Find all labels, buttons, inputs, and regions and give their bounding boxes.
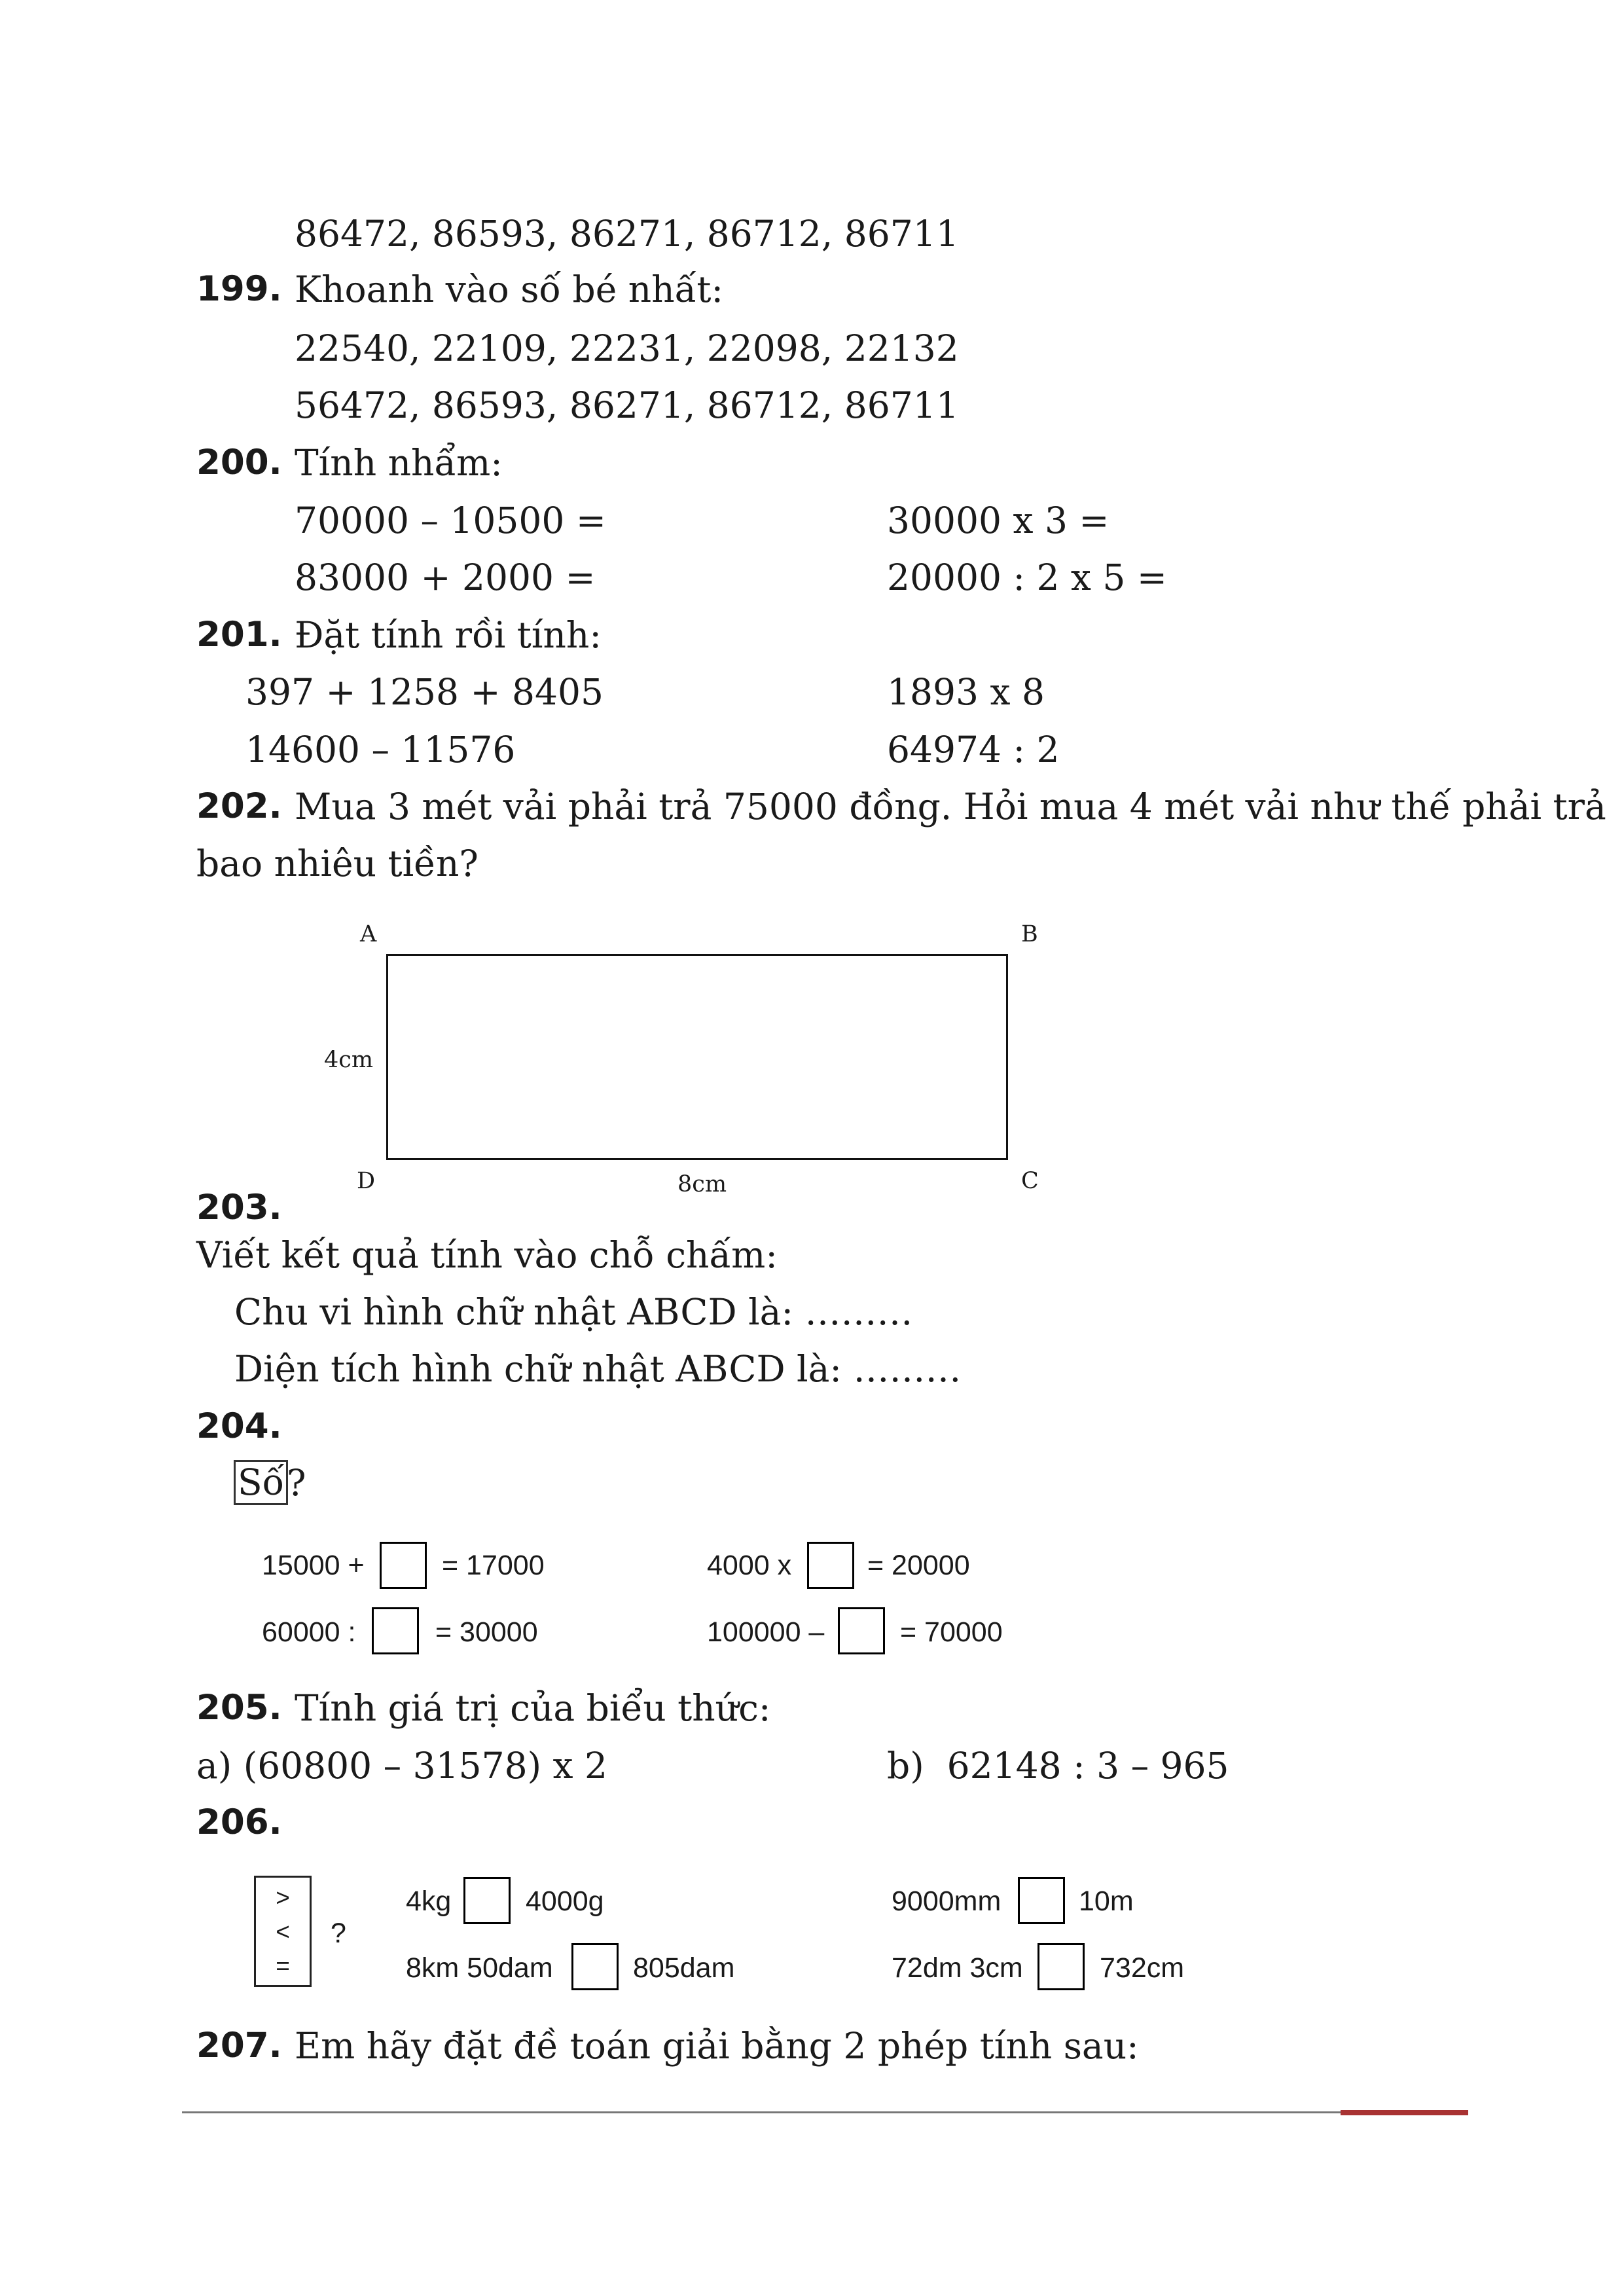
p206-question: ?	[331, 1918, 346, 1949]
so-question: ?	[287, 1462, 306, 1504]
label-side: 4cm	[324, 1047, 374, 1073]
p206-c3-left: 8km 50dam	[406, 1952, 553, 1984]
so-label: Số	[234, 1460, 288, 1505]
label-base: 8cm	[677, 1171, 727, 1197]
p200-expr-d: 20000 : 2 x 5 =	[887, 556, 1167, 598]
p199-number: 199.	[196, 269, 282, 309]
comparison-box[interactable]	[1038, 1943, 1085, 1990]
p199-numbers-1: 22540, 22109, 22231, 22098, 22132	[295, 327, 959, 369]
p203-number: 203.	[196, 1188, 282, 1228]
footer-accent-bar	[1341, 2110, 1468, 2115]
label-c: C	[1021, 1168, 1039, 1194]
equals-sign: =	[276, 1952, 290, 1979]
comparison-box[interactable]	[571, 1943, 619, 1990]
p206-c4-left: 72dm 3cm	[892, 1952, 1023, 1984]
answer-box[interactable]	[807, 1542, 854, 1589]
p207-title: Em hãy đặt đề toán giải bằng 2 phép tính sau:	[295, 2025, 1139, 2067]
label-d: D	[357, 1168, 376, 1194]
p199-title: Khoanh vào số bé nhất:	[295, 268, 723, 310]
p204-eq1-right: = 17000	[442, 1550, 545, 1581]
p204-number: 204.	[196, 1406, 282, 1446]
label-b: B	[1021, 921, 1038, 947]
p204-eq3-left: 60000 :	[262, 1616, 356, 1648]
comparison-signs-box	[254, 1876, 312, 1987]
p201-title: Đặt tính rồi tính:	[295, 614, 602, 656]
p201-expr-a: 397 + 1258 + 8405	[245, 671, 604, 713]
p201-expr-b: 1893 x 8	[887, 671, 1045, 713]
p200-number: 200.	[196, 443, 282, 483]
p204-eq4-left: 100000 –	[707, 1616, 825, 1648]
comparison-box[interactable]	[1018, 1877, 1065, 1924]
less-than-sign: <	[276, 1918, 290, 1945]
p203-title: Viết kết quả tính vào chỗ chấm:	[196, 1234, 778, 1276]
p205-expr-b: b) 62148 : 3 – 965	[887, 1745, 1229, 1787]
p204-eq2-left: 4000 x	[707, 1550, 792, 1581]
p204-eq1-left: 15000 +	[262, 1550, 365, 1581]
p203-area: Diện tích hình chữ nhật ABCD là: ………	[234, 1348, 962, 1390]
answer-box[interactable]	[838, 1607, 885, 1654]
p200-title: Tính nhẩm:	[295, 442, 503, 484]
p202-line-1: Mua 3 mét vải phải trả 75000 đồng. Hỏi mua 4 mét vải như thế phải trả	[295, 786, 1606, 828]
p206-c2-left: 9000mm	[892, 1886, 1001, 1917]
p207-number: 207.	[196, 2026, 282, 2066]
p200-expr-b: 30000 x 3 =	[887, 500, 1110, 541]
p201-expr-c: 14600 – 11576	[245, 729, 516, 771]
p205-title: Tính giá trị của biểu thức:	[295, 1687, 771, 1729]
p201-number: 201.	[196, 615, 282, 655]
p206-c3-right: 805dam	[633, 1952, 735, 1984]
p199-numbers-2: 56472, 86593, 86271, 86712, 86711	[295, 384, 959, 426]
p205-number: 205.	[196, 1688, 282, 1728]
p206-c2-right: 10m	[1079, 1886, 1134, 1917]
comparison-box[interactable]	[463, 1877, 511, 1924]
p206-c1-right: 4000g	[526, 1886, 604, 1917]
p203-perimeter: Chu vi hình chữ nhật ABCD là: ………	[234, 1291, 913, 1333]
p198-numbers: 86472, 86593, 86271, 86712, 86711	[295, 213, 959, 255]
p204-eq2-right: = 20000	[867, 1550, 970, 1581]
greater-than-sign: >	[276, 1884, 290, 1911]
p202-number: 202.	[196, 786, 282, 826]
footer-rule	[182, 2111, 1341, 2113]
p201-expr-d: 64974 : 2	[887, 729, 1060, 771]
p202-line-2: bao nhiêu tiền?	[196, 843, 478, 884]
p204-eq3-right: = 30000	[435, 1616, 538, 1648]
p204-eq4-right: = 70000	[900, 1616, 1003, 1648]
p206-c1-left: 4kg	[406, 1886, 452, 1917]
p200-expr-a: 70000 – 10500 =	[295, 500, 606, 541]
p205-expr-a: a) (60800 – 31578) x 2	[196, 1745, 608, 1787]
rectangle-abcd	[386, 954, 1008, 1160]
answer-box[interactable]	[380, 1542, 427, 1589]
label-a: A	[360, 921, 377, 947]
p206-number: 206.	[196, 1802, 282, 1842]
p200-expr-c: 83000 + 2000 =	[295, 556, 596, 598]
answer-box[interactable]	[372, 1607, 419, 1654]
p206-c4-right: 732cm	[1100, 1952, 1185, 1984]
